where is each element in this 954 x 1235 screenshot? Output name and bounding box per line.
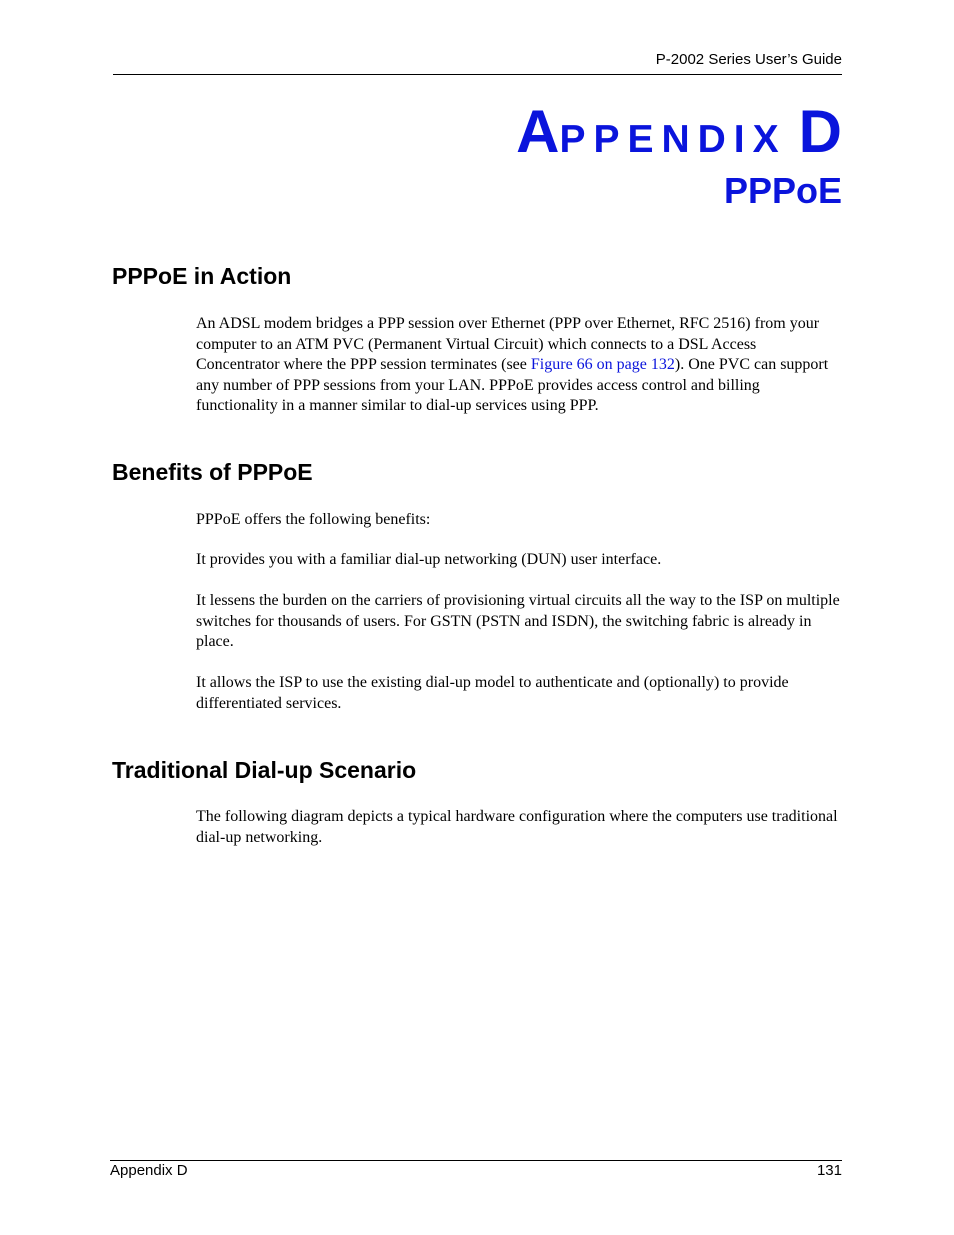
paragraph-traditional-dialup: The following diagram depicts a typical hardware configuration where the computers use traditional dial-up networking. xyxy=(196,808,838,846)
chapter-title-letter: D xyxy=(798,98,842,165)
footer-rule xyxy=(110,1160,842,1161)
chapter-title-rest: PPENDIX xyxy=(559,118,787,161)
chapter-subtitle: PPPoE xyxy=(723,170,842,211)
paragraph-benefits-intro: PPPoE offers the following benefits: xyxy=(196,511,431,528)
chapter-title-initial: A xyxy=(516,98,560,165)
section-heading-benefits: Benefits of PPPoE xyxy=(112,459,313,485)
header-rule xyxy=(113,74,842,75)
section-heading-pppoe-in-action: PPPoE in Action xyxy=(112,263,292,289)
running-header: P-2002 Series User’s Guide xyxy=(655,51,842,68)
figure-link[interactable]: Figure 66 on page 132 xyxy=(530,356,675,373)
paragraph-benefit-dun: It provides you with a familiar dial-up networking (DUN) user interface. xyxy=(196,551,662,568)
footer-appendix-label: Appendix D xyxy=(110,1162,188,1179)
paragraph-text: An ADSL modem bridges a PPP session over Ethernet (PPP over Ethernet, RFC 2516) from your computer to an ATM PVC (Permanent Virtual Circuit) which connects to a DSL Access Concentrator where the PPP session terminates (see xyxy=(196,315,820,373)
paragraph-benefit-isp: It allows the ISP to use the existing dial-up model to authenticate and (optionally) to provide differentiated services. xyxy=(196,674,789,712)
paragraph-text: ). One PVC can support any number of PPP sessions from your LAN. PPPoE provides access control and billing functionality in a manner similar to dial-up services using PPP. xyxy=(196,356,829,414)
paragraph-benefit-carriers: It lessens the burden on the carriers of provisioning virtual circuits all the way to the ISP on multiple switches for thousands of users. For GSTN (PSTN and ISDN), the switching fabric is already in place. xyxy=(196,592,840,650)
section-heading-traditional-dialup: Traditional Dial-up Scenario xyxy=(112,757,417,783)
footer-page-number: 131 xyxy=(816,1162,842,1179)
paragraph-pppoe-in-action xyxy=(196,314,842,417)
